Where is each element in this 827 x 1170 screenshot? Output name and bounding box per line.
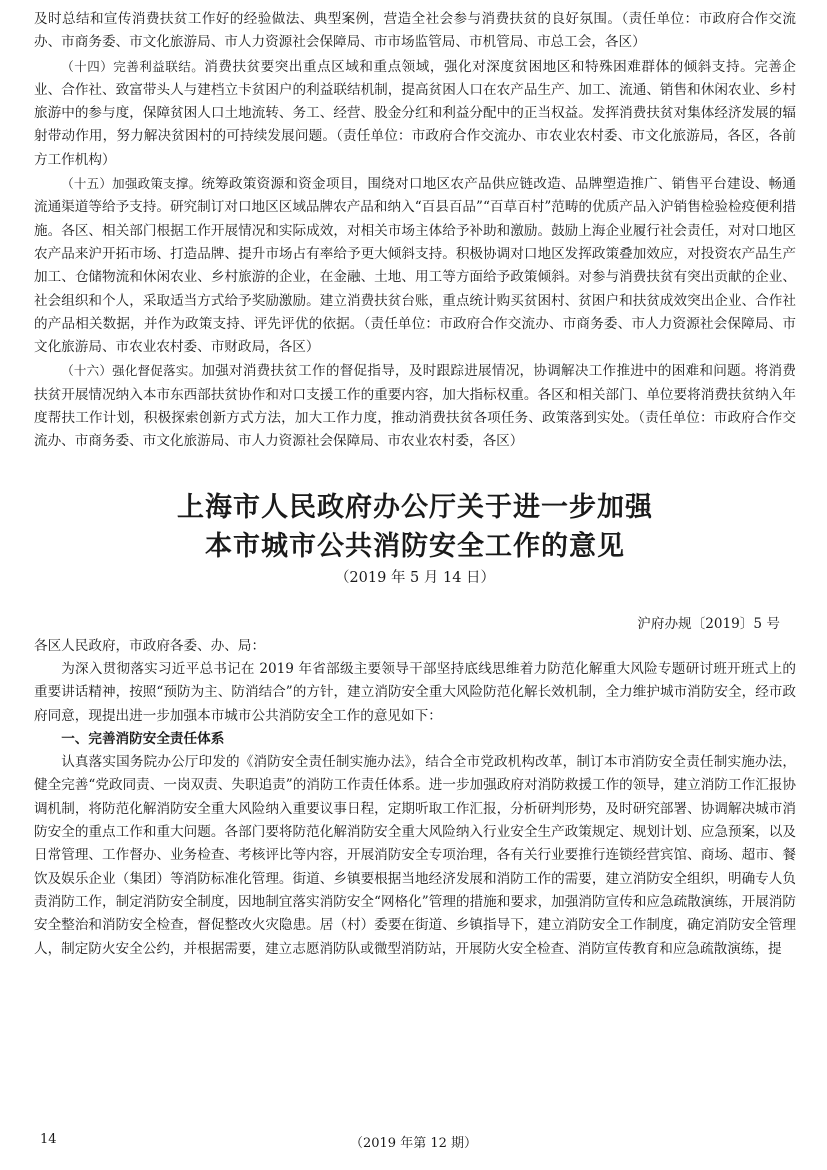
item-16 xyxy=(34,359,796,453)
document-page xyxy=(34,8,796,961)
document-title-line-2: 本市城市公共消防安全工作的意见 xyxy=(205,530,625,562)
item-14-label: （十四）完善利益联结。 xyxy=(61,58,205,74)
page-number: 14 xyxy=(40,1132,57,1147)
section-1-paragraph: 认真落实国务院办公厅印发的《消防安全责任制实施办法》，结合全市党政机构改革，制订本市消防安全责任制实施办法，健全完善“党政同责、一岗双责、失职追责”的消防工作责任体系。进一步加强政府对消防救援工作的领导，建立消防工作汇报协调机制，将防范化解消防安全重大风险纳入重要议事日程，定期听取工作汇报，分析研判形势，及时研究部署、协调解决城市消防安全的重点工作和重大问题。各部门要将防范化解消防安全重大风险纳入行业安全生产政策规定、规划计划、应急预案，以及日常管理、工作督办、业务检查、考核评比等内容，开展消防安全专项治理，各有关行业要推行连锁经营宾馆、商场、超市、餐饮及娱乐企业（集团）等消防标准化管理。街道、乡镇要根据当地经济发展和消防工作的需要，建立消防安全组织，明确专人负责消防工作，制定消防安全制度，因地制宜落实消防安全“网格化”管理的措施和要求，加强消防宣传和应急疏散演练，开展消防安全整治和消防安全检查，督促整改火灾隐患。居（村）委要在街道、乡镇指导下，建立消防安全工作制度，确定消防安全管理人，制定防火安全公约，并根据需要，建立志愿消防队或微型消防站，开展防火安全检查、消防宣传教育和应急疏散演练，提 xyxy=(34,754,796,957)
intro-paragraph: 为深入贯彻落实习近平总书记在 2019 年省部级主要领导干部坚持底线思维着力防范化解重大风险专题研讨班开班式上的重要讲话精神，按照“预防为主、防消结合”的方针，建立消防安全重大风险防范化解长效机制，全力维护城市消防安全，经市政府同意，现提出进一步加强本市城市公共消防安全工作的意见如下： xyxy=(34,660,796,724)
document-date: （2019 年 5 月 14 日） xyxy=(334,569,496,586)
item-14-text: 消费扶贫要突出重点区域和重点领域，强化对深度贫困地区和特殊困难群体的倾斜支持。完善企业、合作社、致富带头人与建档立卡贫困户的利益联结机制，提高贫困人口在农产品生产、加工、流通、销售和休闲农业、乡村旅游中的参与度，保障贫困人口土地流转、务工、经营、股金分红和利益分配中的正当权益。发挥消费扶贫对集体经济发展的辐射带动作用，努力解决贫困村的可持续发展问题。（责任单位：市政府合作交流办、市农业农村委、市文化旅游局，各区，各前方工作机构） xyxy=(34,58,796,168)
item-15-label: （十五）加强政策支撑。 xyxy=(61,176,202,192)
item-16-label: （十六）强化督促落实。 xyxy=(61,363,202,379)
continued-paragraph: 及时总结和宣传消费扶贫工作好的经验做法、典型案例，营造全社会参与消费扶贫的良好氛围。（责任单位：市政府合作交流办、市商务委、市文化旅游局、市人力资源社会保障局、市市场监管局、市机管局、市总工会，各区） xyxy=(34,11,796,51)
document-title-line-1: 上海市人民政府办公厅关于进一步加强 xyxy=(177,491,653,523)
page-footer xyxy=(0,1132,827,1152)
document-number: 沪府办规〔2019〕5 号 xyxy=(637,615,780,632)
document-title-block xyxy=(34,488,796,589)
item-15 xyxy=(34,172,796,359)
item-14 xyxy=(34,55,796,172)
salutation: 各区人民政府，市政府各委、办、局： xyxy=(34,637,266,654)
issue-label: （2019 年第 12 期） xyxy=(349,1136,478,1151)
item-16-text: 加强对消费扶贫工作的督促指导，及时跟踪进展情况，协调解决工作推进中的困难和问题。将消费扶贫开展情况纳入本市东西部扶贫协作和对口支援工作的重要内容，加大指标权重。各区和相关部门、单位要将消费扶贫纳入年度帮扶工作计划，积极探索创新方式方法，加大工作力度，推动消费扶贫各项任务、政策落到实处。（责任单位：市政府合作交流办、市商务委、市文化旅游局、市人力资源社会保障局、市农业农村委，各区） xyxy=(34,363,796,450)
section-1-heading: 一、完善消防安全责任体系 xyxy=(61,730,225,747)
item-15-text: 统筹政策资源和资金项目，围绕对口地区农产品供应链改造、品牌塑造推广、销售平台建设、畅通流通渠道等给予支持。研究制订对口地区区域品牌农产品和纳入“百县百品”“百草百村”范畴的优质产品入沪销售检验检疫便利措施。各区、相关部门根据工作开展情况和实际成效，对相关市场主体给予补助和激励。鼓励上海企业履行社会责任，对对口地区农产品来沪开拓市场、打造品牌、提升市场占有率给予更大倾斜支持。积极协调对口地区发挥政策叠加效应，对投资农产品生产加工、仓储物流和休闲农业、乡村旅游的企业，在金融、土地、用工等方面给予政策倾斜。对参与消费扶贫有突出贡献的企业、社会组织和个人，采取适当方式给予奖励激励。建立消费扶贫台账，重点统计购买贫困村、贫困户和扶贫成效突出企业、合作社的产品相关数据，并作为政策支持、评先评优的依据。（责任单位：市政府合作交流办、市商务委、市人力资源社会保障局、市文化旅游局、市农业农村委、市财政局，各区） xyxy=(34,176,796,356)
